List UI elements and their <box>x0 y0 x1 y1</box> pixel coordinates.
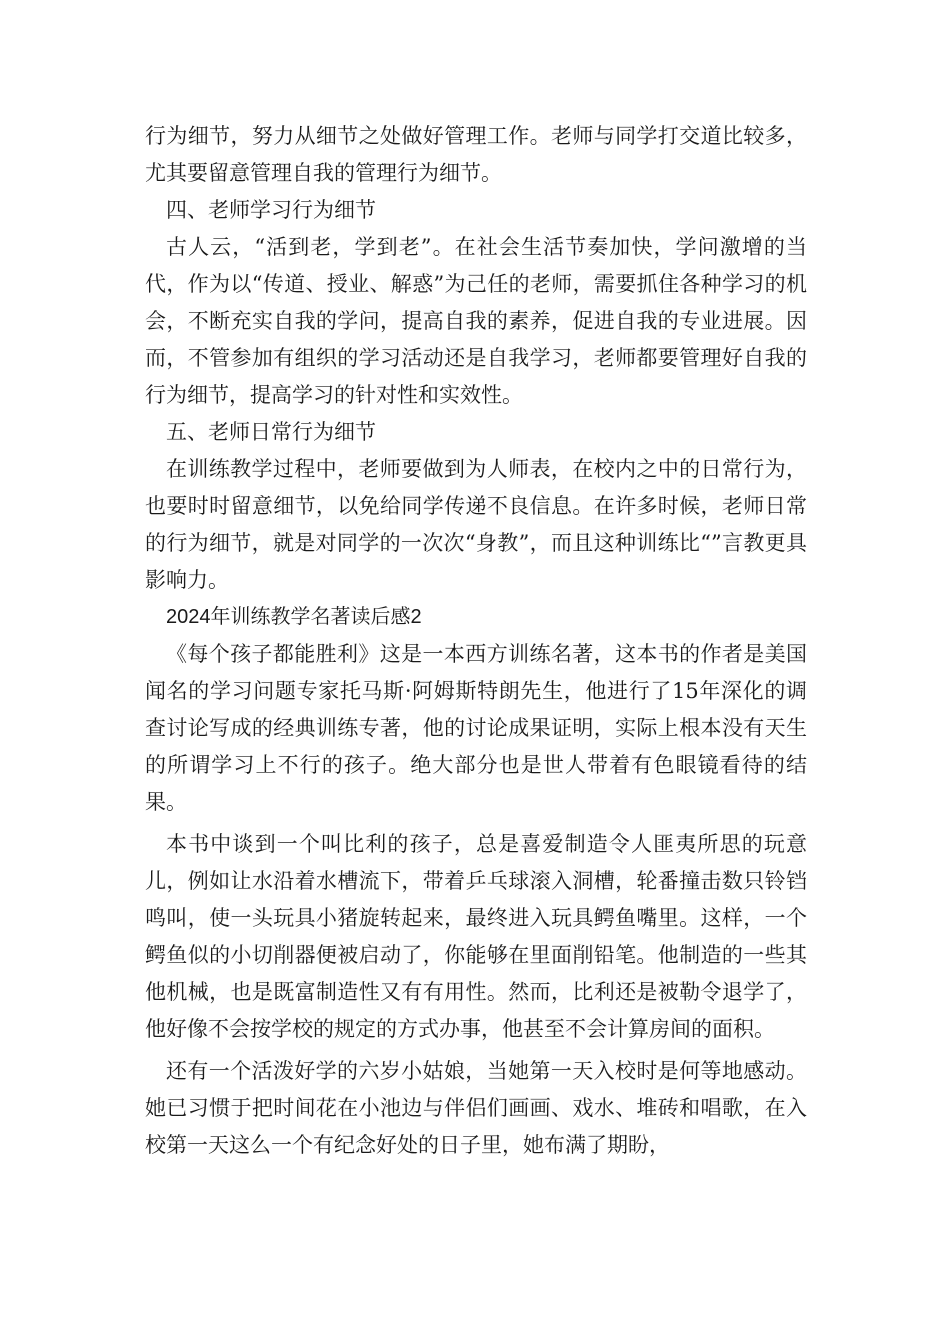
paragraph-billy: 本书中谈到一个叫比利的孩子，总是喜爱制造令人匪夷所思的玩意儿，例如让水沿着水槽流下，带着乒乓球滚入洞槽，轮番撞击数只铃铛鸣叫，使一头玩具小猪旋转起来，最终进入玩具鳄鱼嘴里。这样，一个鳄鱼似的小切削器便被启动了，你能够在里面削铅笔。他制造的一些其他机械，也是既富制造性又有有用性。然而，比利还是被勒令退学了，他好像不会按学校的规定的方式办事，他甚至不会计算房间的面积。 <box>145 832 807 1041</box>
document-body <box>145 118 807 1164</box>
paragraph-girl: 还有一个活泼好学的六岁小姑娘，当她第一天入校时是何等地感动。她已习惯于把时间花在小池边与伴侣们画画、戏水、堆砖和唱歌，在入校第一天这么一个有纪念好处的日子里，她布满了期盼， <box>145 1059 807 1157</box>
paragraph-management-details: 行为细节，努力从细节之处做好管理工作。老师与同学打交道比较多，尤其要留意管理自我的管理行为细节。 <box>145 124 807 185</box>
paragraph-daily: 在训练教学过程中，老师要做到为人师表，在校内之中的日常行为，也要时时留意细节，以免给同学传递不良信息。在许多时候，老师日常的行为细节，就是对同学的一次次“身教”，而且这种训练比“”言教更具影响力。 <box>145 457 807 592</box>
essay-title: 2024年训练教学名著读后感2 <box>166 606 422 628</box>
paragraph-learning: 古人云，“活到老，学到老”。在社会生活节奏加快，学问激增的当代，作为以“传道、授业、解惑”为己任的老师，需要抓住各种学习的机会，不断充实自我的学问，提高自我的素养，促进自我的专业进展。因而，不管参加有组织的学习活动还是自我学习，老师都要管理好自我的行为细节，提高学习的针对性和实效性。 <box>145 235 807 407</box>
paragraph-book-intro: 《每个孩子都能胜利》这是一本西方训练名著，这本书的作者是美国闻名的学习问题专家托马斯·阿姆斯特朗先生，他进行了15年深化的调查讨论写成的经典训练专著，他的讨论成果证明，实际上根本没有天生的所谓学习上不行的孩子。绝大部分也是世人带着有色眼镜看待的结果。 <box>145 642 807 814</box>
section-heading-daily: 五、老师日常行为细节 <box>166 420 376 444</box>
section-heading-learning: 四、老师学习行为细节 <box>166 198 376 222</box>
